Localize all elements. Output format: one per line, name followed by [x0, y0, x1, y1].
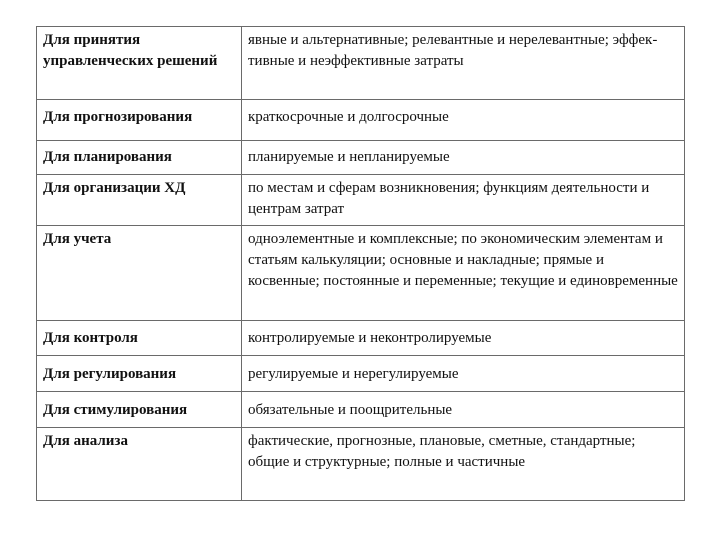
kinds-cell: регулируемые и нерегулируемые: [242, 356, 685, 392]
kinds-cell: обязательные и поощрительные: [242, 392, 685, 428]
purpose-cell: Для прогнозирования: [37, 100, 242, 141]
purpose-cell: Для анализа: [37, 428, 242, 501]
table-row: [37, 27, 685, 100]
kinds-cell: планируемые и непланируемые: [242, 141, 685, 175]
purpose-cell: Для принятия управленческих решений: [37, 27, 242, 100]
purpose-cell: Для организации ХД: [37, 175, 242, 226]
kinds-cell: контролируемые и неконтролируемые: [242, 321, 685, 356]
table-row: [37, 392, 685, 428]
purpose-cell: Для учета: [37, 226, 242, 321]
table-row: [37, 175, 685, 226]
kinds-cell: по местам и сферам возникновения; функциям деятельности и центрам затрат: [242, 175, 685, 226]
table-row: [37, 226, 685, 321]
purpose-cell: Для регулирования: [37, 356, 242, 392]
table-row: [37, 321, 685, 356]
kinds-cell: явные и альтернативные; релевантные и нерелевантные; эффек-тивные и неэффективные затраты: [242, 27, 685, 100]
table-row: [37, 428, 685, 501]
purpose-cell: Для контроля: [37, 321, 242, 356]
cost-classification-table: [36, 26, 685, 501]
kinds-cell: одноэлементные и комплексные; по экономическим элементам и статьям калькуляции; основные и накладные; прямые и косвенные; постоянные и переменные; текущие и единовременные: [242, 226, 685, 321]
table-row: [37, 356, 685, 392]
purpose-cell: Для планирования: [37, 141, 242, 175]
kinds-cell: краткосрочные и долгосрочные: [242, 100, 685, 141]
table-row: [37, 141, 685, 175]
cost-classification-table-container: [36, 26, 684, 501]
purpose-cell: Для стимулирования: [37, 392, 242, 428]
table-row: [37, 100, 685, 141]
kinds-cell: фактические, прогнозные, плановые, сметные, стандартные; общие и структурные; полные и частичные: [242, 428, 685, 501]
